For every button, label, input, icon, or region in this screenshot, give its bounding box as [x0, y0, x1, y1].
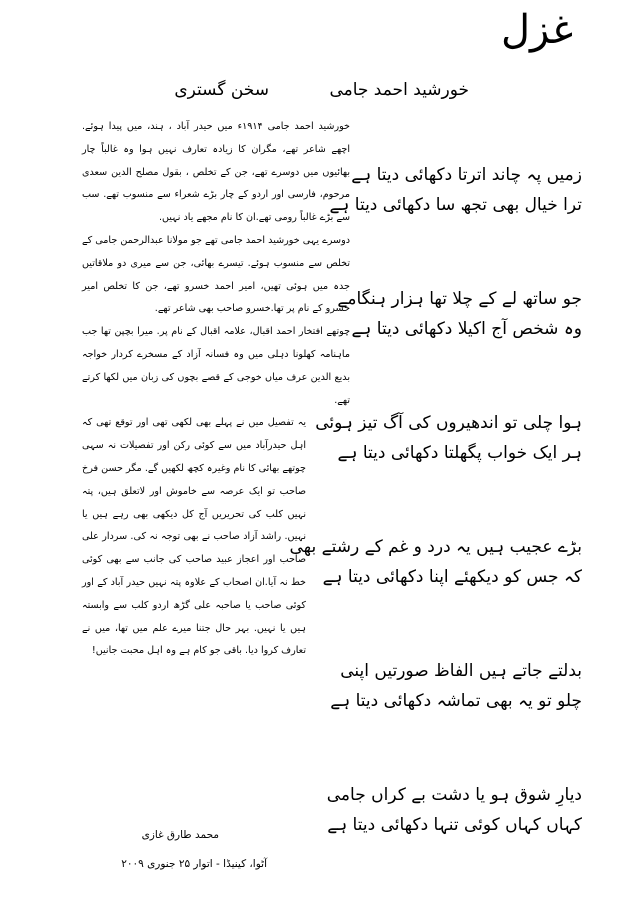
verse-line: کہ جس کو دیکھئے اپنا دکھائی دیتا ہے — [322, 567, 582, 587]
introduction-text — [82, 116, 350, 663]
couplet — [315, 408, 600, 532]
author-signature: محمد طارق غازی — [141, 829, 219, 841]
verse-line: بدلتے جاتے ہیں الفاظ صورتیں اپنی — [340, 661, 582, 681]
verse-line: ہوا چلی تو اندھیروں کی آگ تیز ہوئی — [315, 413, 582, 433]
verse-line: دیارِ شوق ہو یا دشت بے کراں جامی — [326, 785, 582, 805]
poet-name: خورشید احمد جامی — [329, 80, 469, 100]
couplet — [329, 160, 600, 284]
verse-line: جو ساتھ لے کے چلا تھا ہزار ہنگامے — [337, 289, 582, 309]
prose-paragraph: چوتھے افتخار احمد اقبال، علامہ اقبال کے نام پر. میرا بچپن تھا جب ماہنامہ کھلونا دہلی میں وہ فسانہ آزاد کے مسخرے کردار خواجہ بدیع الدین عرف میاں خوجی کے قصے بچوں کی زبان میں لکھا کرتے تھے. — [82, 326, 350, 406]
dateline: آٹوا، کینیڈا - اتوار ۲۵ جنوری ۲۰۰۹ — [121, 858, 267, 870]
ghazal — [289, 160, 600, 904]
verse-line: ہر ایک خواب پگھلتا دکھائی دیتا ہے — [337, 443, 582, 463]
verse-line: وہ شخص آج اکیلا دکھائی دیتا ہے — [351, 319, 582, 339]
prose-paragraph: دوسرے یہی خورشید احمد جامی تھے جو مولانا عبدالرحمن جامی کے تخلص سے منسوب ہوئے. تیسرے بھائی، جن سے میری دو ملاقاتیں جدہ میں ہوئی تھیں، امیر احمد خسرو تھے، جن کا تخلص امیر خسرو کے نام پر تھا.خسرو صاحب بھی شاعر تھے. — [82, 234, 350, 315]
verse-line: کہاں کہاں کوئی تنہا دکھائی دیتا ہے — [327, 815, 582, 835]
page-title: غزل — [500, 7, 573, 53]
couplet — [289, 532, 600, 656]
section-heading: سخن گستری — [174, 80, 269, 100]
verse-line: زمیں پہ چاند اترتا دکھائی دیتا ہے — [351, 165, 582, 185]
verse-line: چلو تو یہ بھی تماشہ دکھائی دیتا ہے — [330, 691, 582, 711]
couplet — [330, 656, 600, 780]
couplet — [337, 284, 600, 408]
prose-paragraph: خورشید احمد جامی ۱۹۱۴ء میں حیدر آباد ، ہند، میں پیدا ہوئے. اچھے شاعر تھے، مگران کا زیادہ تعارف نہیں ہوا وہ غالباً چار بھائیوں میں دوسرے تھے، جن کے تخلص ، بقول مصلح الدین سعدی مرحوم، فارسی اور اردو کے چار بڑے شعراء سے منسوب تھے. سب سے بڑے غالباً رومی تھے.ان کا نام مجھے یاد نہیں. — [82, 121, 350, 224]
verse-line: ترا خیال بھی تجھ سا دکھائی دیتا ہے — [329, 195, 582, 215]
verse-line: بڑے عجیب ہیں یہ درد و غم کے رشتے بھی — [289, 537, 582, 557]
couplet — [326, 780, 600, 904]
prose-paragraph: یہ تفصیل میں نے پہلے بھی لکھی تھی اور توقع تھی کہ اہل حیدرآباد میں سے کوئی رکن اور تفصیلات نہ سہی چوتھے بھائی کا نام وغیرہ کچھ لکھیں گے. مگر حسن فرخ صاحب تو ایک عرصہ سے خاموش اور لاتعلق ہیں، پتہ نہیں کلب کی تحریریں آج کل دیکھی بھی رہے ہیں یا نہیں. راشد آزاد صاحب نے بھی توجہ نہ کی. سردار علی صاحب اور اعجاز عبید صاحب کی جانب سے بھی کوئی خط نہ آیا.ان اصحاب کے علاوہ پتہ نہیں حیدر آباد کے اور کوئی صاحب یا صاحبہ علی گڑھ اردو کلب سے وابستہ ہیں یا نہیں. بہر حال جتنا میرے علم میں تھا، میں نے تعارف کروا دیا. باقی جو کام ہے وہ اہل محبت جانیں! — [82, 417, 306, 657]
